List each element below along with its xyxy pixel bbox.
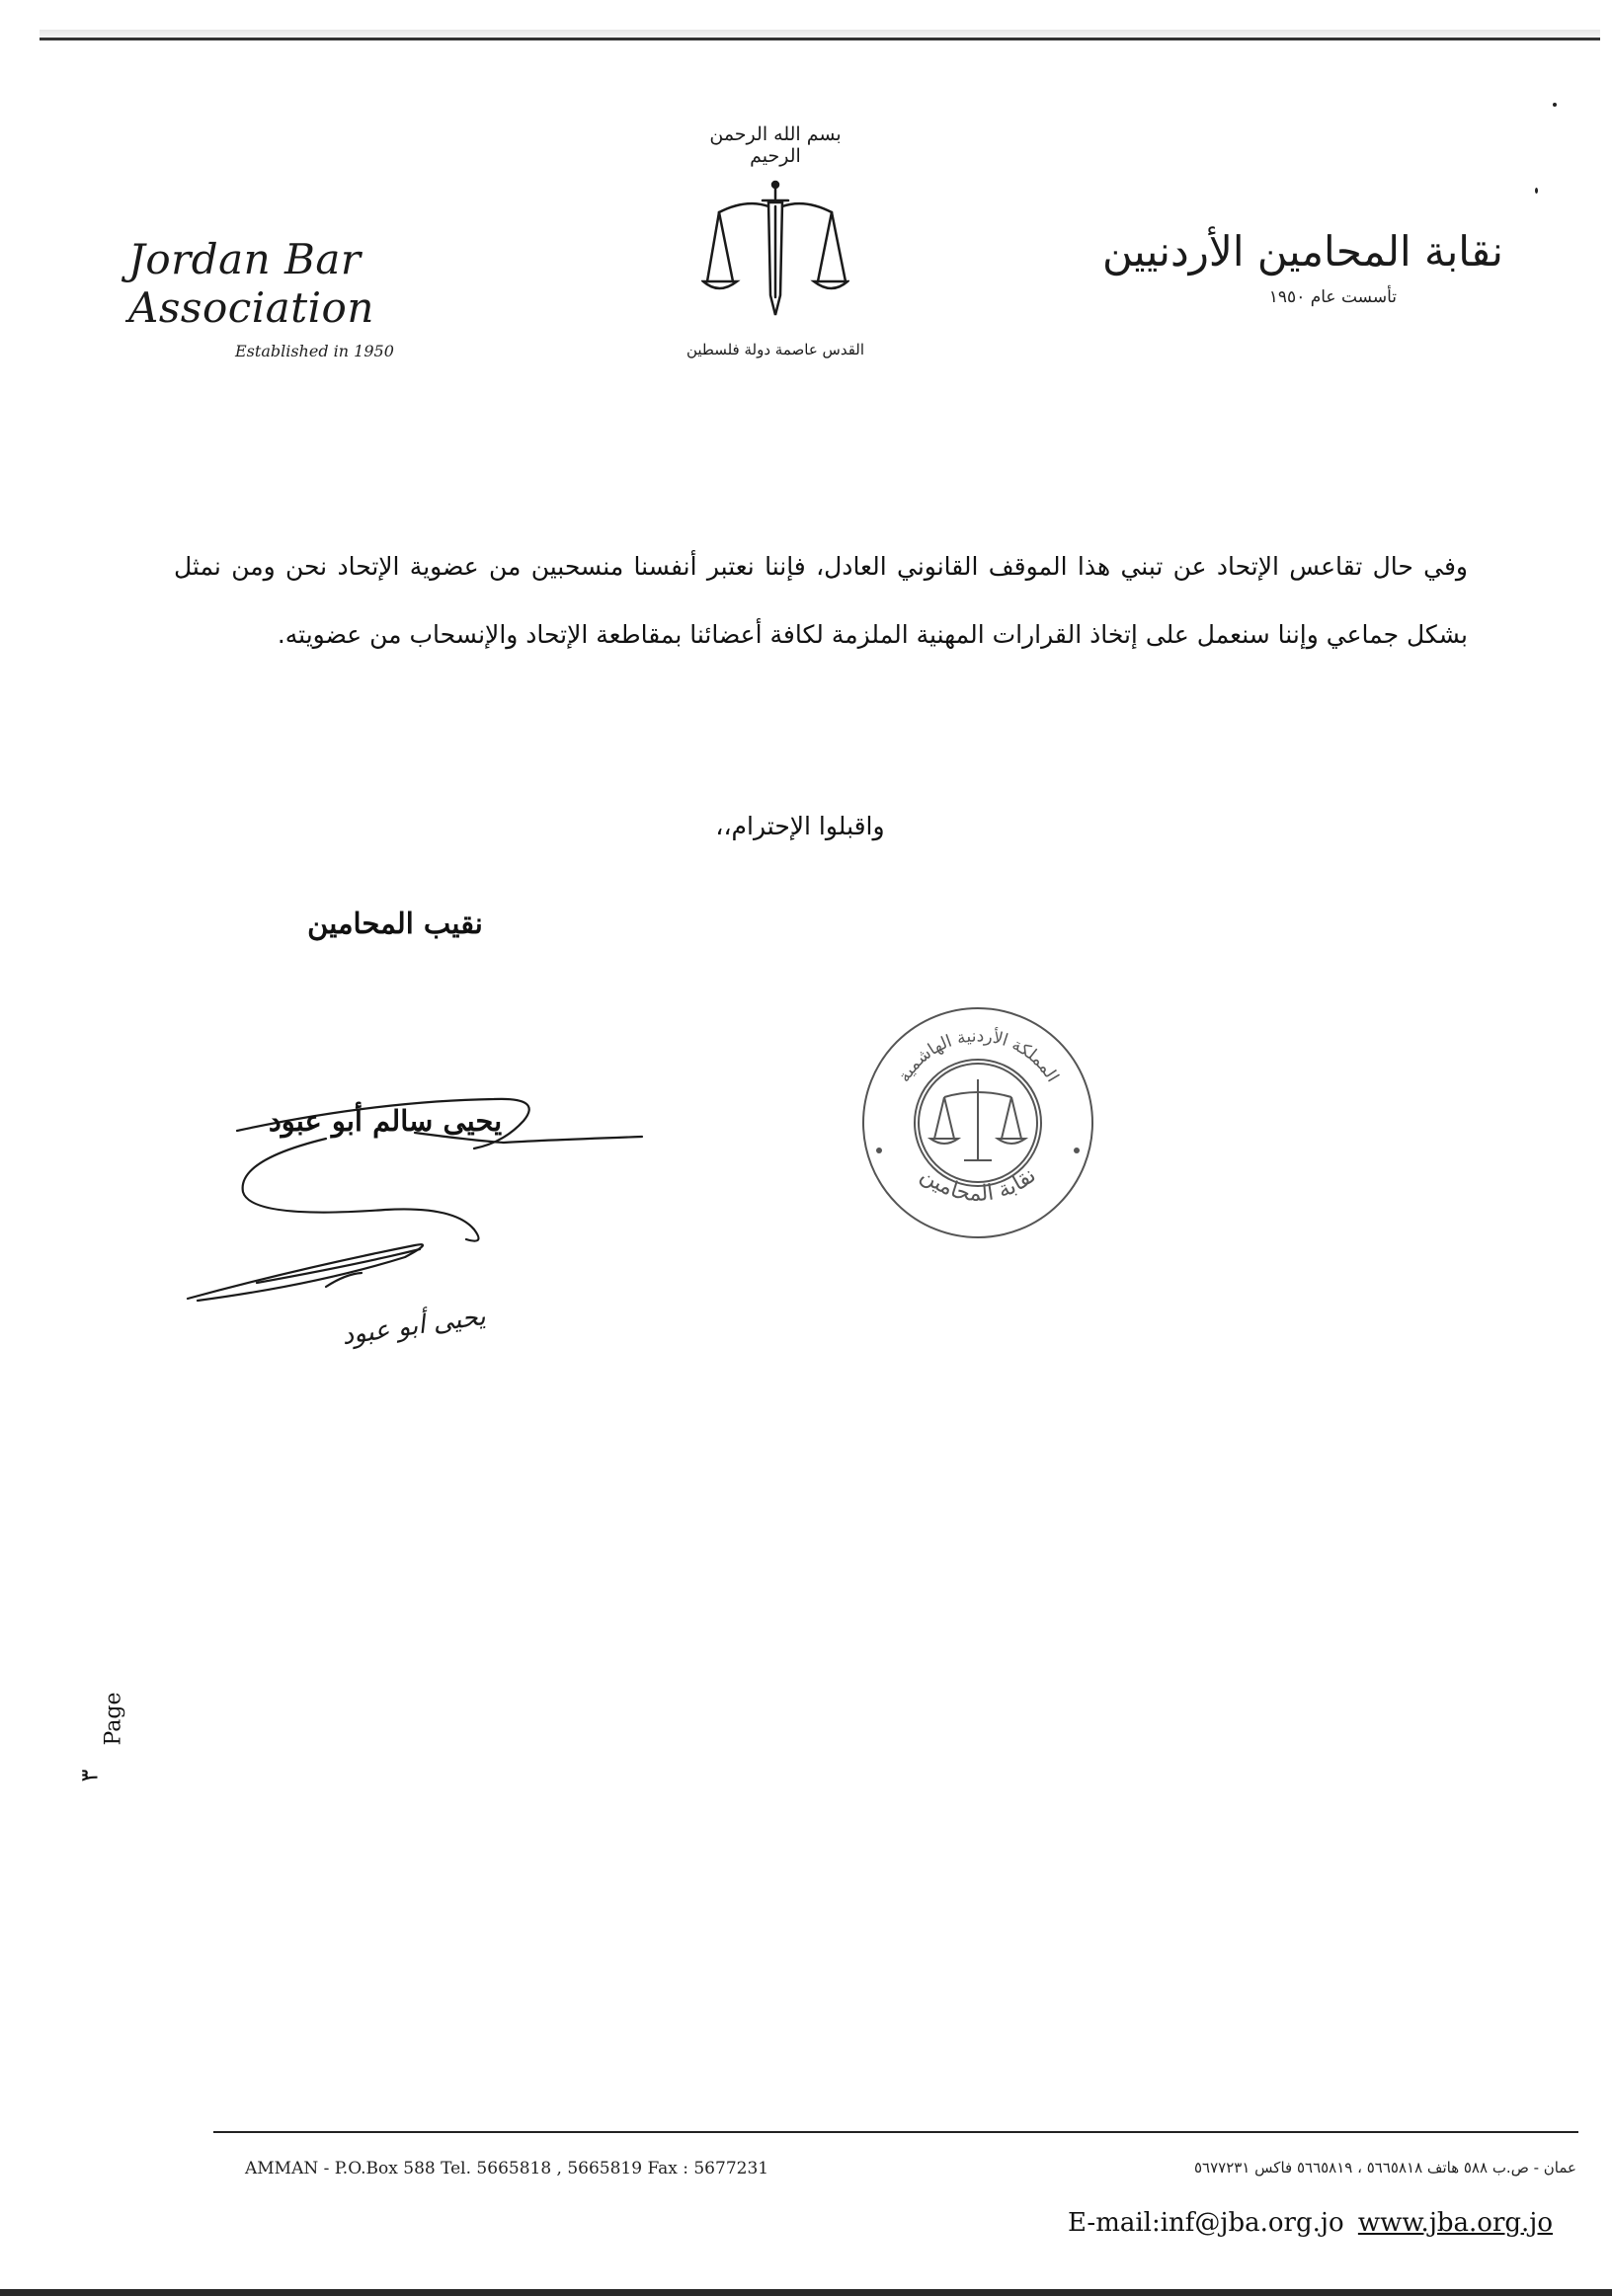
scan-top-rule	[40, 38, 1600, 40]
page-label: Page	[101, 1692, 126, 1746]
arabic-association-name: نقابة المحامين الأردنيين	[1101, 227, 1503, 276]
letterhead-arabic	[1088, 227, 1503, 307]
basmala-calligraphy: بسم الله الرحمن الرحيم	[709, 123, 842, 167]
footer-english-address: AMMAN - P.O.Box 588 Tel. 5665818 , 5665819 Fax : 5677231	[245, 2159, 769, 2178]
footer-arabic-address: عمان - ص.ب ٥٨٨ هاتف ٥٦٦٥٨١٨ ، ٥٦٦٥٨١٩ فاكس ٥٦٧٧٢٣١	[1194, 2159, 1576, 2177]
arabic-established-line: تأسست عام ١٩٥٠	[1268, 287, 1397, 307]
stamp-star-icon	[876, 1148, 882, 1153]
quds-capital-line: القدس عاصمة دولة فلسطين	[685, 341, 865, 358]
handwritten-signature-text: يحيى أبو عبود	[340, 1302, 488, 1352]
footer-divider	[213, 2131, 1578, 2133]
stamp-star-icon	[1074, 1148, 1080, 1153]
footer-email: E-mail:inf@jba.org.jo	[1067, 2208, 1344, 2238]
english-established-line: Established in 1950	[235, 342, 394, 360]
svg-text:نقابة المحامين	[916, 1163, 1041, 1207]
scales-of-justice-icon	[701, 179, 849, 327]
closing-salutation: واقبلوا الإحترام،،	[715, 812, 885, 840]
svg-text:المملكة الأردنية الهاشمية	[895, 1026, 1063, 1085]
scan-bottom-edge	[0, 2289, 1612, 2296]
stamp-top-text: المملكة الأردنية الهاشمية	[894, 1026, 1063, 1086]
page-number: ٣	[75, 1769, 104, 1782]
letter-body-paragraph: وفي حال تقاعس الإتحاد عن تبني هذا الموقف القانوني العادل، فإننا نعتبر أنفسنا منسحبين من عضوية الإتحاد نحن ومن نمثل بشكل جماعي وإننا سنعمل على إتخاذ القرارات المهنية الملزمة لكافة أعضائنا بمقاطعة الإتحاد والإنسحاب من عضويته.	[174, 552, 1468, 649]
signatory-name: يحيى سالم أبو عبود	[268, 1104, 503, 1138]
scan-speck	[1535, 188, 1538, 194]
letterhead-emblem	[682, 123, 869, 410]
letterhead-english	[128, 235, 553, 360]
footer-contact	[1068, 2208, 1553, 2238]
stamp-bottom-text: نقابة المحامين	[916, 1162, 1041, 1207]
stamp-scales-icon	[930, 1079, 1025, 1160]
official-stamp	[857, 1002, 1099, 1244]
signatory-title: نقيب المحامين	[307, 907, 483, 940]
english-association-name: Jordan Bar Association	[128, 235, 374, 332]
scan-speck	[1553, 103, 1557, 107]
footer-website-link[interactable]: www.jba.org.jo	[1357, 2208, 1553, 2238]
page-marker	[69, 1679, 148, 1817]
